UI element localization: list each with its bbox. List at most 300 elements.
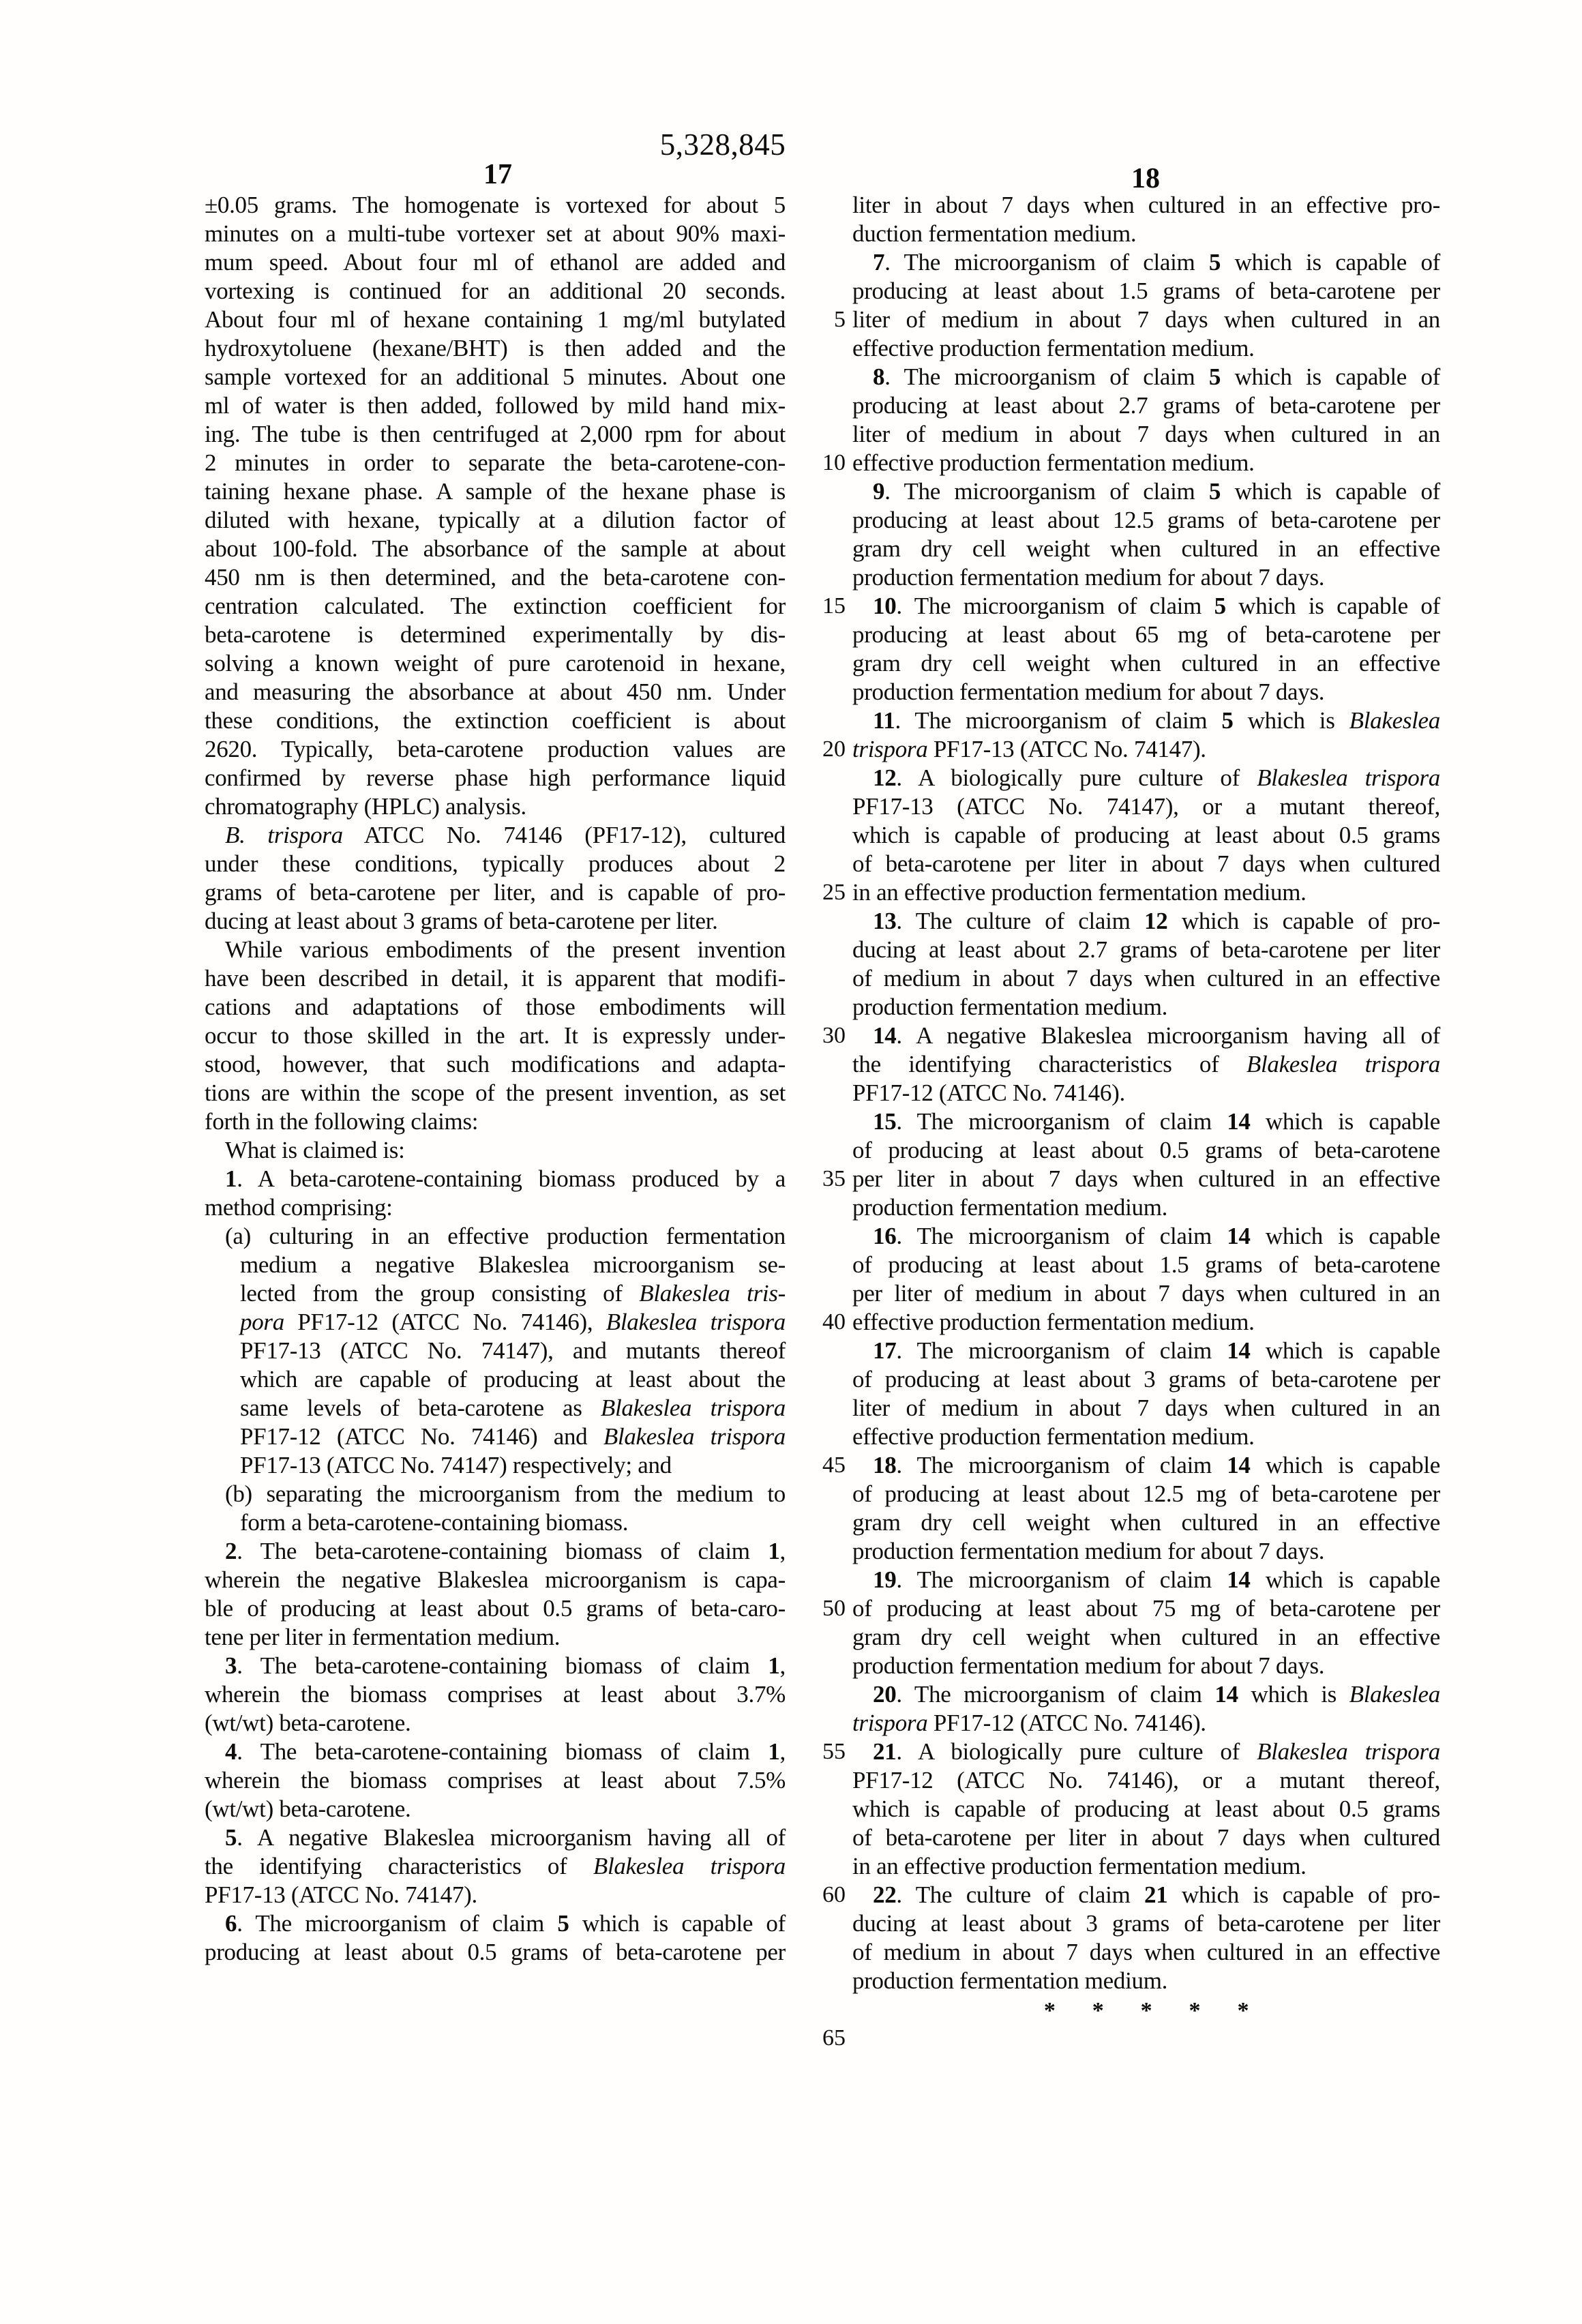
italic-text: Blakeslea [1349,707,1440,734]
text-line [852,1909,1440,1938]
body-text: liter of medium in about 7 days when cultured in an [852,306,1440,333]
text-line [205,1107,786,1136]
body-text: taining hexane phase. A sample of the hexane phase is [205,478,786,505]
body-text: liter of medium in about 7 days when cultured in an [852,1395,1440,1421]
body-text: which is capable [1250,1108,1440,1135]
text-line [205,1766,786,1795]
text-line [852,964,1440,993]
bold-claim-number: 5 [557,1910,569,1937]
gutter-line-number-55: 55 [822,1739,846,1764]
body-text: (b) separating the microorganism from the medium to [225,1480,786,1507]
body-text: of medium in about 7 days when cultured in an effective [852,1939,1440,1965]
bold-claim-number: 12 [873,764,897,791]
text-line [205,1795,786,1823]
text-line [205,764,786,792]
text-line [852,1337,1440,1365]
gutter-line-number-40: 40 [822,1309,846,1335]
body-text: PF17-12 (ATCC No. 74146), [284,1309,606,1335]
text-line [852,1594,1440,1623]
text-line [205,191,786,220]
body-text: sample vortexed for an additional 5 minutes. About one [205,363,786,390]
body-text: method comprising: [205,1194,393,1221]
bold-claim-number: 5 [1208,478,1221,505]
text-line [205,1652,786,1680]
body-text: . A negative Blakeslea microorganism having all of [237,1824,786,1851]
body-text: ducing at least about 3 grams of beta-carotene per liter. [205,908,718,934]
text-line [852,306,1440,334]
bold-claim-number: 6 [225,1910,237,1937]
bold-claim-number: 12 [1144,908,1168,934]
body-text: which is capable of [1221,363,1440,390]
patent-number: 5,328,845 [659,128,786,162]
body-text: of beta-carotene per liter in about 7 days when cultured [852,850,1440,877]
body-text: wherein the biomass comprises at least about 7.5% [205,1767,786,1793]
body-text: . The microorganism of claim [237,1910,558,1937]
body-text: these conditions, the extinction coefficient is about [205,707,786,734]
body-text: ±0.05 grams. The homogenate is vortexed for about 5 [205,192,786,218]
body-text: . The microorganism of claim [896,1108,1227,1135]
bold-claim-number: 4 [225,1738,237,1765]
body-text: ing. The tube is then centrifuged at 2,000 rpm for about [205,421,786,447]
gutter-line-number-20: 20 [822,736,846,762]
italic-text: Blakeslea trispora [600,1395,786,1421]
body-text: . A biologically pure culture of [896,764,1257,791]
body-text: mum speed. About four ml of ethanol are added and [205,249,786,275]
gutter-line-number-35: 35 [822,1166,846,1191]
body-text: , [779,1652,786,1679]
text-line [852,535,1440,563]
bold-claim-number: 5 [1208,249,1221,275]
body-text: in an effective production fermentation medium. [852,879,1307,906]
text-line [852,1852,1440,1881]
text-line [205,1222,786,1251]
bold-claim-number: 11 [873,707,895,734]
body-text: which is capable [1250,1337,1440,1364]
body-text: PF17-12 (ATCC No. 74146) and [240,1423,603,1450]
text-line [852,449,1440,477]
body-text: cations and adaptations of those embodiments will [205,994,786,1020]
text-line [852,821,1440,850]
text-line [852,936,1440,964]
body-text: in an effective production fermentation medium. [852,1853,1307,1879]
bold-claim-number: 20 [873,1681,897,1708]
text-line [852,334,1440,363]
italic-text: Blakeslea tris- [639,1280,786,1307]
text-line [205,477,786,506]
body-text: confirmed by reverse phase high performance liquid [205,764,786,791]
bold-claim-number: 1 [768,1538,780,1564]
body-text: forth in the following claims: [205,1108,479,1135]
body-text: hydroxytoluene (hexane/BHT) is then added and the [205,335,786,361]
column-number-17: 17 [483,159,512,190]
bold-claim-number: 21 [1144,1881,1168,1908]
gutter-line-number-45: 45 [822,1452,846,1478]
body-text: occur to those skilled in the art. It is expressly under- [205,1022,786,1049]
body-text: ducing at least about 3 grams of beta-carotene per liter [852,1910,1440,1937]
bold-claim-number: 1 [768,1738,780,1765]
body-text: What is claimed is: [225,1137,405,1163]
text-line [205,1022,786,1050]
body-text: . The culture of claim [896,1881,1144,1908]
text-line [205,306,786,334]
text-line [205,1709,786,1738]
body-text: While various embodiments of the present invention [225,936,786,963]
body-text: . The beta-carotene-containing biomass of claim [237,1652,768,1679]
body-text: wherein the negative Blakeslea microorganism is capa- [205,1566,786,1593]
body-text: same levels of beta-carotene as [240,1395,601,1421]
text-line [852,592,1440,621]
bold-claim-number: 13 [873,908,897,934]
gutter-line-number-50: 50 [822,1596,846,1621]
text-line [205,1451,786,1480]
body-text: production fermentation medium for about 7 days. [852,1652,1325,1679]
text-line [205,220,786,248]
bold-claim-number: 14 [1227,1223,1251,1249]
text-line [205,1823,786,1852]
italic-text: Blakeslea trispora [593,1853,786,1879]
body-text: which is [1233,707,1349,734]
text-line [852,191,1440,220]
text-line [205,1365,786,1394]
text-line [205,248,786,277]
bold-claim-number: 21 [873,1738,897,1765]
left-column-text [205,191,786,1967]
italic-text: Blakeslea trispora [606,1309,786,1335]
bold-claim-number: 1 [225,1165,237,1192]
bold-claim-number: 14 [873,1022,897,1049]
bold-claim-number: 14 [1227,1337,1251,1364]
bold-claim-number: 3 [225,1652,237,1679]
text-line [205,964,786,993]
body-text: . The microorganism of claim [896,1223,1227,1249]
text-line [852,1050,1440,1079]
body-text: . The microorganism of claim [896,1452,1227,1478]
text-line [205,878,786,907]
text-line [852,792,1440,821]
text-line [852,1508,1440,1537]
body-text: of producing at least about 75 mg of beta-carotene per [852,1595,1440,1622]
text-line [205,678,786,706]
body-text: of producing at least about 3 grams of beta-carotene per [852,1366,1440,1392]
body-text: PF17-12 (ATCC No. 74146). [927,1710,1206,1736]
body-text: which is capable of [1221,249,1440,275]
body-text: of producing at least about 12.5 mg of beta-carotene per [852,1480,1440,1507]
text-line [205,1852,786,1881]
bold-claim-number: 19 [873,1566,897,1593]
body-text: gram dry cell weight when cultured in an effective [852,1624,1440,1650]
body-text: form a beta-carotene-containing biomass. [240,1509,629,1536]
text-line [852,1308,1440,1337]
body-text: medium a negative Blakeslea microorganism se- [240,1251,786,1278]
body-text: the identifying characteristics of [852,1051,1247,1077]
text-line [852,621,1440,649]
text-line [205,993,786,1022]
text-line [852,277,1440,306]
text-line [205,1279,786,1308]
text-line [852,391,1440,420]
body-text: centration calculated. The extinction coefficient for [205,593,786,619]
text-line [205,1566,786,1594]
body-text: of producing at least about 1.5 grams of beta-carotene [852,1251,1440,1278]
gutter-line-number-5: 5 [834,307,846,332]
text-line [205,1422,786,1451]
body-text: . The microorganism of claim [884,363,1209,390]
body-text: per liter of medium in about 7 days when cultured in an [852,1280,1440,1307]
body-text: . A negative Blakeslea microorganism having all of [896,1022,1440,1049]
bold-claim-number: 16 [873,1223,897,1249]
text-line [852,649,1440,678]
text-line [852,706,1440,735]
italic-text: B. trispora [225,822,343,848]
text-line [205,1050,786,1079]
text-line [852,248,1440,277]
body-text: chromatography (HPLC) analysis. [205,793,526,820]
body-text: of medium in about 7 days when cultured in an effective [852,965,1440,992]
body-text: of producing at least about 0.5 grams of beta-carotene [852,1137,1440,1163]
body-text: per liter in about 7 days when cultured in an effective [852,1165,1440,1192]
text-line [852,1193,1440,1222]
text-line [205,1680,786,1709]
text-line [205,936,786,964]
text-line [852,1422,1440,1451]
bold-claim-number: 14 [1227,1452,1251,1478]
text-line [852,1451,1440,1480]
body-text: production fermentation medium. [852,994,1168,1020]
body-text: . The microorganism of claim [895,707,1222,734]
body-text: of beta-carotene per liter in about 7 days when cultured [852,1824,1440,1851]
text-line [852,1136,1440,1165]
body-text: liter in about 7 days when cultured in an effective pro- [852,192,1440,218]
bold-claim-number: 14 [1227,1108,1251,1135]
body-text: about 100-fold. The absorbance of the sample at about [205,535,786,562]
text-line [205,621,786,649]
text-line [852,735,1440,764]
body-text: producing at least about 12.5 grams of beta-carotene per [852,507,1440,533]
italic-text: Blakeslea trispora [1257,764,1440,791]
body-text: gram dry cell weight when cultured in an effective [852,1509,1440,1536]
body-text: . The culture of claim [896,908,1144,934]
body-text: solving a known weight of pure carotenoid in hexane, [205,650,786,676]
text-line [205,1537,786,1566]
bold-claim-number: 15 [873,1108,897,1135]
bold-claim-number: 17 [873,1337,897,1364]
text-line [852,420,1440,449]
body-text: About four ml of hexane containing 1 mg/ml butylated [205,306,786,333]
body-text: effective production fermentation medium. [852,1423,1255,1450]
text-line [205,1394,786,1422]
body-text: 2620. Typically, beta-carotene production values are [205,736,786,762]
text-line [852,1022,1440,1050]
italic-text: pora [240,1309,284,1335]
body-text: PF17-12 (ATCC No. 74146). [852,1079,1125,1106]
text-line [205,907,786,936]
text-line [852,1365,1440,1394]
gutter-line-number-30: 30 [822,1023,846,1048]
text-line [205,563,786,592]
body-text: . The microorganism of claim [884,249,1209,275]
body-text: (a) culturing in an effective production fermentation [225,1223,786,1249]
text-line [852,1823,1440,1852]
body-text: which are capable of producing at least about the [240,1366,786,1392]
bold-claim-number: 9 [873,478,885,505]
italic-text: Blakeslea trispora [1246,1051,1440,1077]
text-line [852,1738,1440,1766]
text-line [205,1136,786,1165]
body-text: . The microorganism of claim [896,1337,1227,1364]
body-text: grams of beta-carotene per liter, and is capable of pro- [205,879,786,906]
text-line [852,1251,1440,1279]
bold-claim-number: 8 [873,363,885,390]
body-text: production fermentation medium. [852,1194,1168,1221]
body-text: ble of producing at least about 0.5 grams of beta-caro- [205,1595,786,1622]
body-text: . The beta-carotene-containing biomass of claim [237,1538,768,1564]
bold-claim-number: 14 [1214,1681,1238,1708]
text-line [205,363,786,391]
text-line [205,420,786,449]
body-text: PF17-13 (ATCC No. 74147), and mutants thereof [240,1337,786,1364]
text-line [205,1251,786,1279]
bold-claim-number: 2 [225,1538,237,1564]
body-text: gram dry cell weight when cultured in an effective [852,650,1440,676]
text-line [852,506,1440,535]
text-line [852,1623,1440,1652]
text-line [852,1279,1440,1308]
text-line [852,563,1440,592]
body-text: which is capable [1250,1452,1440,1478]
end-of-claims-asterisks: * * * * * [1043,1998,1249,2023]
text-line [852,1967,1440,1995]
body-text: producing at least about 1.5 grams of beta-carotene per [852,278,1440,304]
bold-claim-number: 5 [1221,707,1234,734]
text-line [852,1079,1440,1107]
body-text: producing at least about 0.5 grams of beta-carotene per [205,1939,786,1965]
body-text: . A biologically pure culture of [896,1738,1257,1765]
text-line [852,850,1440,878]
text-line [852,477,1440,506]
body-text: diluted with hexane, typically at a dilution factor of [205,507,786,533]
body-text: PF17-13 (ATCC No. 74147). [927,736,1206,762]
body-text: production fermentation medium for about 7 days. [852,564,1325,591]
body-text: effective production fermentation medium. [852,335,1255,361]
body-text: wherein the biomass comprises at least about 3.7% [205,1681,786,1708]
text-line [205,821,786,850]
body-text: have been described in detail, it is apparent that modifi- [205,965,786,992]
text-line [205,1480,786,1508]
text-line [852,1881,1440,1909]
body-text: which is capable of pro- [1167,1881,1440,1908]
text-line [852,1938,1440,1967]
body-text: 450 nm is then determined, and the beta-carotene con- [205,564,786,591]
body-text: , [779,1738,786,1765]
body-text: PF17-13 (ATCC No. 74147) respectively; and [240,1452,672,1478]
text-line [205,1909,786,1938]
text-line [205,1337,786,1365]
bold-claim-number: 10 [873,593,897,619]
body-text: tions are within the scope of the present invention, as set [205,1079,786,1106]
body-text: which is capable of [1225,593,1440,619]
gutter-line-number-65: 65 [822,2025,846,2051]
column-number-18: 18 [1131,163,1160,194]
gutter-line-number-60: 60 [822,1882,846,1907]
body-text: producing at least about 65 mg of beta-carotene per [852,621,1440,648]
body-text: 2 minutes in order to separate the beta-carotene-con- [205,449,786,476]
text-line [205,391,786,420]
text-line [205,334,786,363]
text-line [852,1795,1440,1823]
body-text: ducing at least about 2.7 grams of beta-carotene per liter [852,936,1440,963]
body-text: PF17-13 (ATCC No. 74147). [205,1881,477,1908]
body-text: . The microorganism of claim [896,593,1214,619]
body-text: minutes on a multi-tube vortexer set at about 90% maxi- [205,220,786,247]
body-text: gram dry cell weight when cultured in an effective [852,535,1440,562]
body-text: PF17-12 (ATCC No. 74146), or a mutant thereof, [852,1767,1440,1793]
text-line [852,764,1440,792]
text-line [205,1165,786,1193]
text-line [852,363,1440,391]
text-line [205,1594,786,1623]
bold-claim-number: 18 [873,1452,897,1478]
body-text: ml of water is then added, followed by mild hand mix- [205,392,786,419]
bold-claim-number: 5 [1208,363,1221,390]
text-line [205,735,786,764]
body-text: liter of medium in about 7 days when cultured in an [852,421,1440,447]
body-text: duction fermentation medium. [852,220,1137,247]
text-line [852,1222,1440,1251]
bold-claim-number: 5 [225,1824,237,1851]
body-text: production fermentation medium for about 7 days. [852,1538,1325,1564]
body-text: which is capable [1250,1223,1440,1249]
body-text: effective production fermentation medium. [852,1309,1255,1335]
gutter-line-number-15: 15 [822,593,846,619]
body-text: producing at least about 2.7 grams of beta-carotene per [852,392,1440,419]
right-column-text [852,191,1440,2024]
text-line [205,1623,786,1652]
body-text: . The microorganism of claim [884,478,1209,505]
gutter-line-number-25: 25 [822,880,846,905]
body-text: (wt/wt) beta-carotene. [205,1796,411,1822]
body-text: . The microorganism of claim [896,1566,1227,1593]
text-line [205,1881,786,1909]
body-text: , [779,1538,786,1564]
text-line [205,1079,786,1107]
body-text: and measuring the absorbance at about 450 nm. Under [205,679,786,705]
body-text: . A beta-carotene-containing biomass produced by a [237,1165,786,1192]
italic-text: trispora [852,736,928,762]
body-text: which is capable of pro- [1167,908,1440,934]
text-line [852,1165,1440,1193]
gutter-line-number-10: 10 [822,450,846,475]
text-line [852,993,1440,1022]
body-text: under these conditions, typically produces about 2 [205,850,786,877]
text-line [852,1566,1440,1594]
text-line [852,1709,1440,1738]
body-text: lected from the group consisting of [240,1280,640,1307]
text-line [205,1738,786,1766]
body-text: which is capable of [569,1910,786,1937]
body-text: . The microorganism of claim [896,1681,1215,1708]
text-line [205,449,786,477]
text-line [205,850,786,878]
body-text: ATCC No. 74146 (PF17-12), cultured [342,822,786,848]
body-text: . The beta-carotene-containing biomass of claim [237,1738,768,1765]
text-line [852,1107,1440,1136]
text-line [852,220,1440,248]
text-line [205,506,786,535]
body-text: (wt/wt) beta-carotene. [205,1710,411,1736]
text-line [205,1193,786,1222]
bold-claim-number: 14 [1227,1566,1251,1593]
text-line [205,1938,786,1967]
